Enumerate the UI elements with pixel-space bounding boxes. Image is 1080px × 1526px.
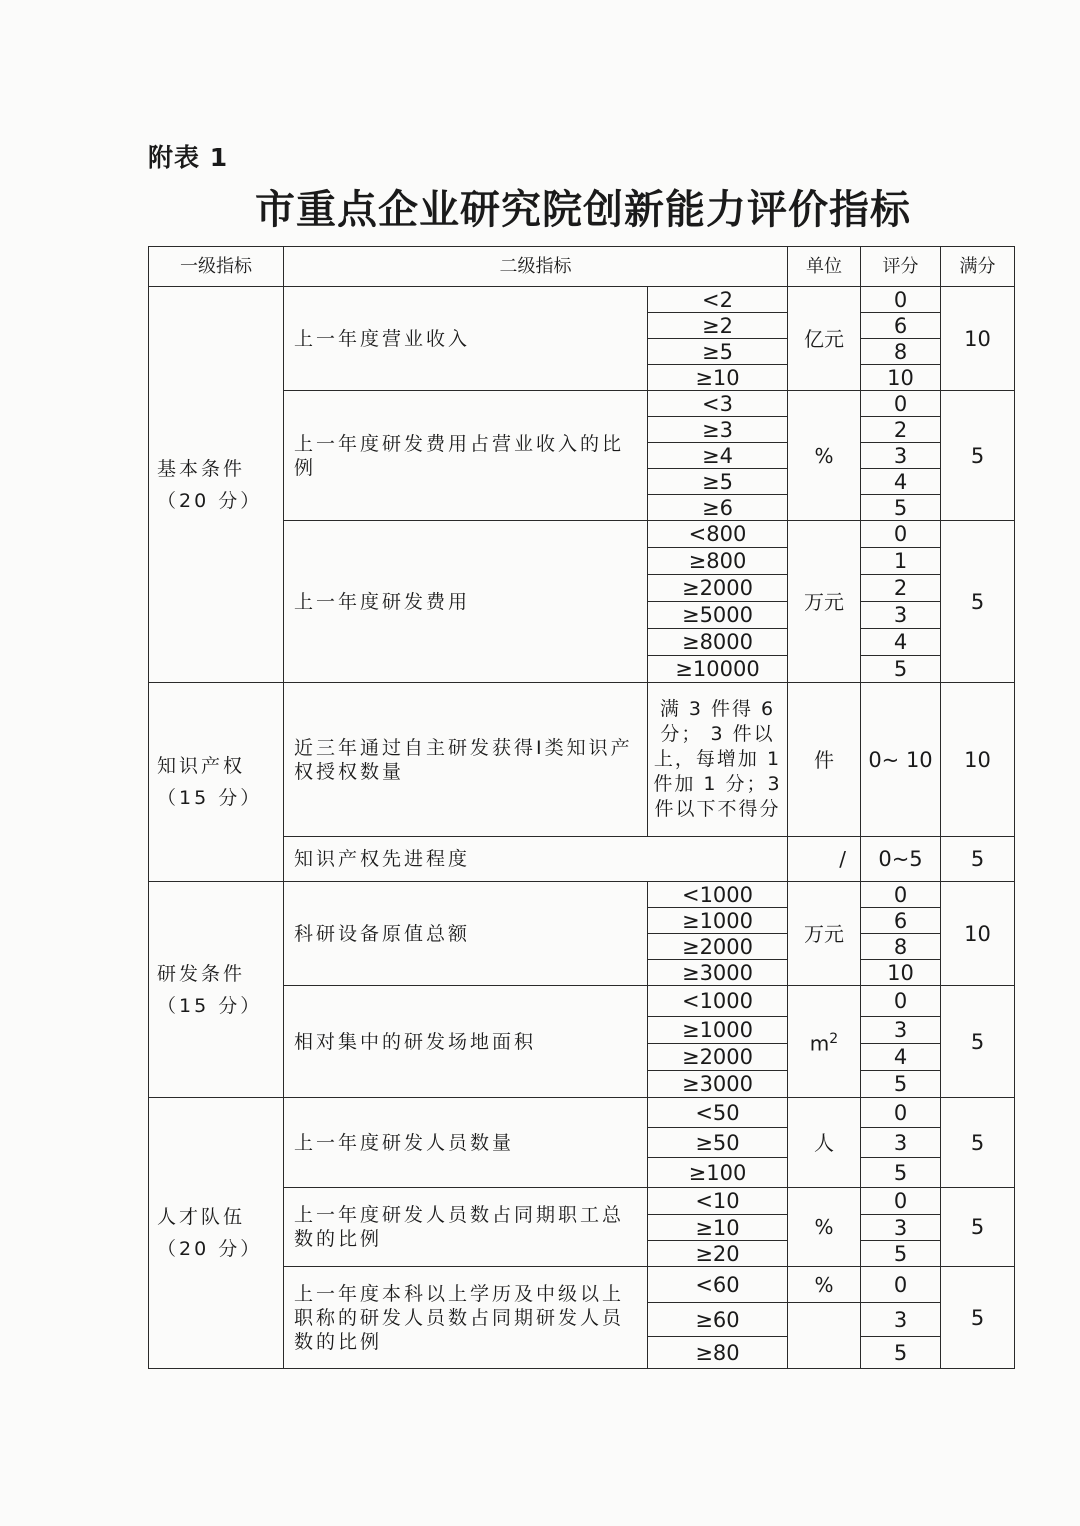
level1-cell [149, 683, 284, 882]
level1-name: 知识产权 [157, 755, 246, 777]
score-cell: 3 [861, 602, 941, 629]
score-cell: 3 [861, 1017, 941, 1044]
condition-cell: ≥20 [648, 1241, 788, 1267]
full-score-cell: 5 [941, 986, 1015, 1098]
level1-name: 研发条件 [157, 962, 246, 985]
score-cell: 5 [861, 1241, 941, 1267]
level2-name: 上一年度营业收入 [284, 287, 648, 391]
condition-cell: ≥5000 [648, 602, 788, 629]
document-title: 市重点企业研究院创新能力评价指标 [255, 186, 911, 233]
score-cell: 2 [861, 417, 941, 443]
unit-cell: $m^2$ [788, 986, 861, 1098]
score-cell: 1 [861, 548, 941, 575]
condition-cell: <2 [648, 287, 788, 313]
criteria-cell: 满 3 件得 6 分； 3 件以上，每增加 1 件加 1 分；3 件以下不得分 [648, 683, 788, 837]
level1-points: （20 分） [157, 489, 263, 512]
condition-cell: ≥100 [648, 1158, 788, 1188]
level2-name: 相对集中的研发场地面积 [284, 986, 648, 1098]
condition-cell: <10 [648, 1188, 788, 1215]
level1-points: （15 分） [157, 994, 263, 1017]
score-cell: 10 [861, 960, 941, 986]
score-cell: 0 [861, 1098, 941, 1128]
condition-cell: ≥1000 [648, 908, 788, 934]
table-row [149, 882, 1015, 908]
condition-cell: ≥50 [648, 1128, 788, 1158]
condition-cell: ≥60 [648, 1303, 788, 1337]
condition-cell: <3 [648, 391, 788, 417]
score-cell: 0 [861, 521, 941, 548]
score-cell: 8 [861, 934, 941, 960]
score-cell: 5 [861, 1158, 941, 1188]
score-cell: 0 [861, 882, 941, 908]
header-full: 满分 [941, 247, 1015, 287]
score-cell: 5 [861, 1071, 941, 1098]
condition-cell: ≥2 [648, 313, 788, 339]
full-score-cell: 5 [941, 391, 1015, 521]
condition-cell: ≥10 [648, 365, 788, 391]
score-cell: 3 [861, 443, 941, 469]
condition-cell: ≥2000 [648, 575, 788, 602]
full-score-cell: 10 [941, 882, 1015, 986]
level1-cell [149, 882, 284, 1098]
unit-cell-empty [788, 1303, 861, 1369]
level2-name: 上一年度研发人员数占同期职工总数的比例 [284, 1188, 648, 1267]
condition-cell: ≥4 [648, 443, 788, 469]
condition-cell: ≥80 [648, 1337, 788, 1369]
score-cell: 4 [861, 469, 941, 495]
score-cell: 8 [861, 339, 941, 365]
level2-name: 科研设备原值总额 [284, 882, 648, 986]
full-score-cell: 5 [941, 1267, 1015, 1369]
score-cell: 5 [861, 1337, 941, 1369]
table-row [149, 683, 1015, 837]
score-cell: 0 [861, 391, 941, 417]
full-score-cell: 5 [941, 521, 1015, 683]
header-score: 评分 [861, 247, 941, 287]
score-cell: 0~ 10 [861, 683, 941, 837]
condition-cell: ≥6 [648, 495, 788, 521]
condition-cell: <50 [648, 1098, 788, 1128]
unit-cell: 亿元 [788, 287, 861, 391]
unit-cell: % [788, 1188, 861, 1267]
full-score-cell: 5 [941, 837, 1015, 882]
condition-cell: ≥10000 [648, 656, 788, 683]
condition-cell: ≥5 [648, 339, 788, 365]
condition-cell: ≥10 [648, 1215, 788, 1241]
condition-cell: ≥800 [648, 548, 788, 575]
unit-cell: 人 [788, 1098, 861, 1188]
condition-cell: <1000 [648, 986, 788, 1017]
condition-cell: ≥3000 [648, 960, 788, 986]
full-score-cell: 10 [941, 287, 1015, 391]
score-cell: 0 [861, 287, 941, 313]
score-cell: 6 [861, 908, 941, 934]
unit-cell: 万元 [788, 882, 861, 986]
level2-name: 上一年度研发人员数量 [284, 1098, 648, 1188]
condition-cell: <60 [648, 1267, 788, 1303]
level2-name: 知识产权先进程度 [284, 837, 788, 882]
header-level1: 一级指标 [149, 247, 284, 287]
level1-name: 基本条件 [157, 457, 246, 480]
full-score-cell: 5 [941, 1098, 1015, 1188]
header-level2: 二级指标 [284, 247, 788, 287]
table-row [149, 1098, 1015, 1128]
condition-cell: <1000 [648, 882, 788, 908]
condition-cell: ≥3 [648, 417, 788, 443]
score-cell: 10 [861, 365, 941, 391]
score-cell: 2 [861, 575, 941, 602]
level1-points: （20 分） [157, 1238, 263, 1260]
unit-cell: 件 [788, 683, 861, 837]
score-cell: 0 [861, 1188, 941, 1215]
condition-cell: ≥8000 [648, 629, 788, 656]
score-cell: 0~5 [861, 837, 941, 882]
full-score-cell: 10 [941, 683, 1015, 837]
condition-cell: ≥2000 [648, 934, 788, 960]
level1-cell [149, 1098, 284, 1369]
level2-name: 上一年度研发费用 [284, 521, 648, 683]
header-row [149, 247, 1015, 287]
annex-label: 附表 1 [148, 143, 229, 172]
condition-cell: ≥5 [648, 469, 788, 495]
unit-cell: 万元 [788, 521, 861, 683]
score-cell: 0 [861, 986, 941, 1017]
evaluation-table [148, 246, 1015, 1369]
header-unit: 单位 [788, 247, 861, 287]
unit-cell: / [788, 837, 861, 882]
level2-name: 近三年通过自主研发获得Ⅰ类知识产权授权数量 [284, 683, 648, 837]
score-cell: 4 [861, 1044, 941, 1071]
condition-cell: ≥2000 [648, 1044, 788, 1071]
score-cell: 3 [861, 1215, 941, 1241]
condition-cell: ≥1000 [648, 1017, 788, 1044]
score-cell: 5 [861, 656, 941, 683]
level2-name: 上一年度研发费用占营业收入的比例 [284, 391, 648, 521]
table-row [149, 287, 1015, 313]
level1-cell [149, 287, 284, 683]
level1-points: （15 分） [157, 787, 263, 809]
level2-name: 上一年度本科以上学历及中级以上职称的研发人员数占同期研发人员数的比例 [284, 1267, 648, 1369]
level1-name: 人才队伍 [157, 1206, 246, 1228]
score-cell: 3 [861, 1128, 941, 1158]
condition-cell: <800 [648, 521, 788, 548]
score-cell: 6 [861, 313, 941, 339]
full-score-cell: 5 [941, 1188, 1015, 1267]
score-cell: 3 [861, 1303, 941, 1337]
unit-cell: % [788, 1267, 861, 1303]
score-cell: 4 [861, 629, 941, 656]
score-cell: 5 [861, 495, 941, 521]
condition-cell: ≥3000 [648, 1071, 788, 1098]
score-cell: 0 [861, 1267, 941, 1303]
unit-cell: % [788, 391, 861, 521]
